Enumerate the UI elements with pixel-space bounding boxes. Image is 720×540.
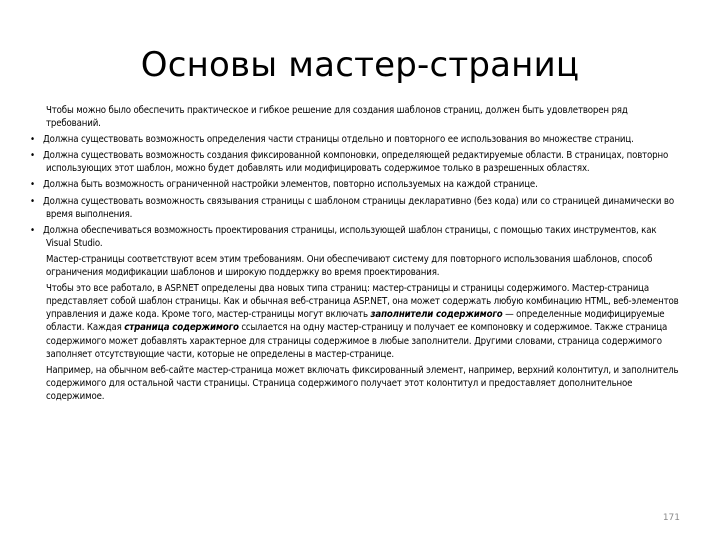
bullet-marker: • xyxy=(30,224,35,236)
paragraph-text-part: — определенные модифицируемые области. Каждая xyxy=(46,309,665,334)
paragraph-text: Чтобы можно было обеспечить практическое и гибкое решение для создания шаблонов страниц, должен быть удовлетворен ряд требований. xyxy=(46,105,628,130)
bullet-item xyxy=(30,133,682,146)
paragraph-text-part: ссылается на одну мастер-страницу и получает ее компоновку и содержимое. Также страница содержимого может добавлять характерное для страницы содержимое в любые заполнители. Другими словами, страница содержимого заполняет отсутствующие части, которые не определены в мастер-странице. xyxy=(46,322,668,360)
bullet-text: Должна существовать возможность создания фиксированной компоновки, определяющей редактируемые области. В страницах, повторно использующих этот шаблон, можно будет добавлять или модифицировать содержимое только в разрешенных областях. xyxy=(43,150,669,175)
bullet-item xyxy=(30,149,682,175)
term-content-page: страница содержимого xyxy=(124,322,239,334)
bullet-text: Должна быть возможность ограниченной настройки элементов, повторно используемых на каждой странице. xyxy=(43,179,538,191)
bullet-text: Должна существовать возможность определения части страницы отдельно и повторного ее использования во множестве страниц. xyxy=(43,134,634,146)
paragraph-text-part: Чтобы это все работало, в ASP.NET определены два новых типа страниц: мастер-страницы и страницы содержимого. Мастер-страница представляет собой шаблон страницы. Как и обычная веб-страница ASP.NET, она может содержать любую комбинацию HTML, веб-элементов управления и даже кода. Кроме того, мастер-страницы могут включать xyxy=(46,283,679,321)
bullet-item xyxy=(30,178,682,191)
bullet-item xyxy=(30,195,682,221)
bullet-item xyxy=(30,224,682,250)
term-content-placeholders: заполнители содержимого xyxy=(370,309,503,321)
slide-title: Основы мастер-страниц xyxy=(140,45,580,85)
slide-body xyxy=(30,104,682,406)
bullet-marker: • xyxy=(30,195,35,207)
bullet-marker: • xyxy=(30,150,35,162)
page-number: 171 xyxy=(662,513,680,523)
paragraph-example xyxy=(46,364,682,403)
bullet-marker: • xyxy=(30,134,35,146)
bullet-marker: • xyxy=(30,179,35,191)
paragraph-text: Например, на обычном веб-сайте мастер-страница может включать фиксированный элемент, например, верхний колонтитул, и заполнитель содержимого для остальной части страницы. Страница содержимого получает этот колонтитул и предоставляет дополнительное содержимое. xyxy=(46,364,679,402)
bullet-text: Должна существовать возможность связывания страницы с шаблоном страницы декларативно (без кода) или со страницей динамически во время выполнения. xyxy=(43,195,674,220)
paragraph-intro xyxy=(46,104,682,130)
paragraph-summary xyxy=(46,253,682,279)
bullet-text: Должна обеспечиваться возможность проектирования страницы, использующей шаблон страницы, с помощью таких инструментов, как Visual Studio. xyxy=(43,224,657,249)
paragraph-text: Мастер-страницы соответствуют всем этим требованиям. Они обеспечивают систему для повторного использования шаблонов, способ ограничения модификации шаблонов и широкую поддержку во время проектирования. xyxy=(46,253,653,279)
paragraph-page-types xyxy=(46,282,682,361)
